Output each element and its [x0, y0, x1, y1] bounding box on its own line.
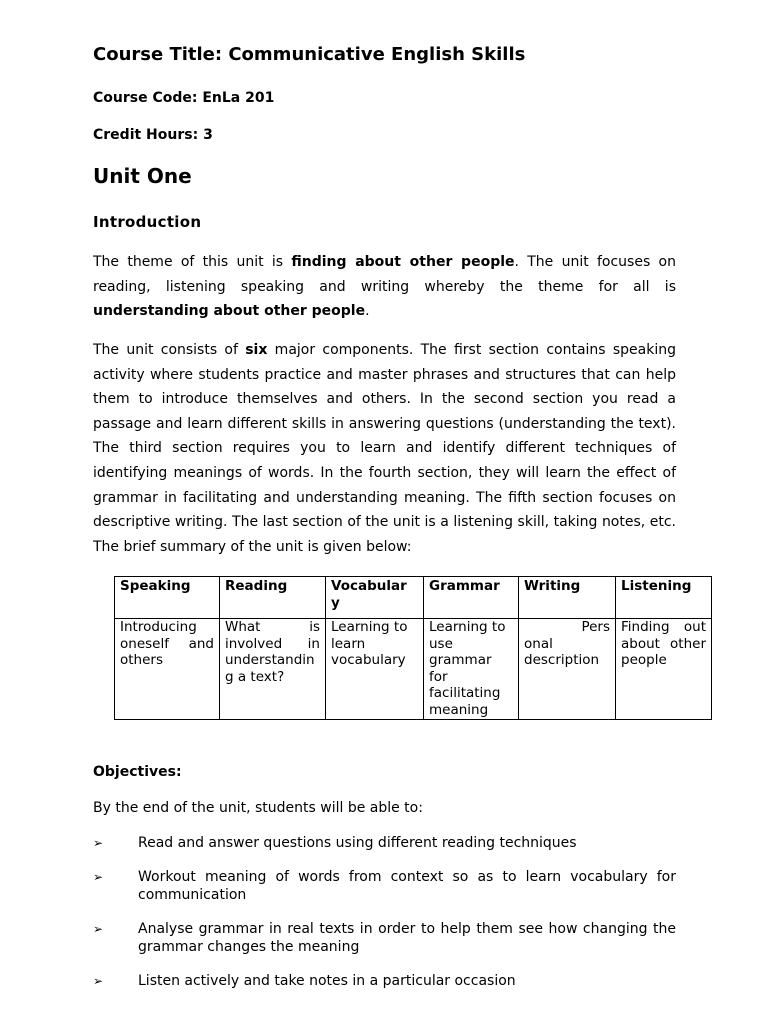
para2-bold-1: six [245, 342, 268, 358]
table-cell: Learning to use grammar for facilitating meaning [424, 619, 519, 720]
unit-components-table [114, 576, 712, 720]
writing-cell-line-2: onal description [524, 635, 600, 669]
objective-text: Workout meaning of words from context so as to learn vocabulary for communication [138, 869, 676, 903]
table-header: Writing [519, 577, 616, 619]
credit-hours: Credit Hours: 3 [93, 127, 213, 143]
intro-paragraph-2 [93, 338, 676, 559]
table-header: Speaking [115, 577, 220, 619]
para2-text-1: The unit consists of [93, 342, 246, 358]
arrow-bullet-icon: ➢ [93, 974, 104, 988]
para1-text-3: . [365, 303, 370, 320]
table-cell: Finding out about other people [616, 619, 712, 720]
table-header: Vocabular y [326, 577, 424, 619]
table-cell [519, 619, 616, 720]
intro-paragraph-1 [93, 250, 676, 324]
arrow-bullet-icon: ➢ [93, 836, 104, 850]
writing-cell-line-1: Pers [581, 619, 610, 635]
objective-text: Analyse grammar in real texts in order to help them see how changing the grammar changes the meaning [138, 921, 676, 955]
table-cell: Learning to learn vocabulary [326, 619, 424, 720]
table-cell: Introducing oneself and others [115, 619, 220, 720]
para1-bold-1: finding about other people [291, 254, 515, 270]
objectives-intro: By the end of the unit, students will be able to: [93, 800, 423, 816]
objective-text: Read and answer questions using different reading techniques [138, 835, 577, 851]
arrow-bullet-icon: ➢ [93, 922, 104, 936]
introduction-heading: Introduction [93, 213, 202, 231]
objective-item [93, 972, 676, 990]
para2-text-2: major components. The first section contains speaking activity where students practice and master phrases and structures that can help them to introduce themselves and others. In the second section you read a passage and learn different skills in answering questions (understanding the text). The third section requires you to learn and identify different techniques of identifying meanings of words. In the fourth section, they will learn the effect of grammar in facilitating and understanding meaning. The fifth section focuses on descriptive writing. The last section of the unit is a listening skill, taking notes, etc. The brief summary of the unit is given below: [93, 342, 676, 555]
table-header: Reading [220, 577, 326, 619]
objective-item [93, 868, 676, 904]
objective-text: Listen actively and take notes in a particular occasion [138, 973, 516, 989]
table-header-row [115, 577, 712, 619]
objective-item [93, 834, 676, 852]
table-header: Listening [616, 577, 712, 619]
course-title: Course Title: Communicative English Skills [93, 44, 526, 65]
para1-bold-2: understanding about other people [93, 303, 366, 320]
para1-text-2: . The unit focuses on reading, listening speaking and writing whereby the theme for all is [93, 254, 676, 295]
course-code: Course Code: EnLa 201 [93, 90, 275, 106]
unit-title: Unit One [93, 164, 192, 188]
objectives-heading: Objectives: [93, 764, 182, 780]
table-cell: What is involved in understandin g a text? [220, 619, 326, 720]
para1-text-1: The theme of this unit is [93, 254, 292, 270]
arrow-bullet-icon: ➢ [93, 870, 104, 884]
table-header: Grammar [424, 577, 519, 619]
objective-item [93, 920, 676, 956]
table-row [115, 619, 712, 720]
